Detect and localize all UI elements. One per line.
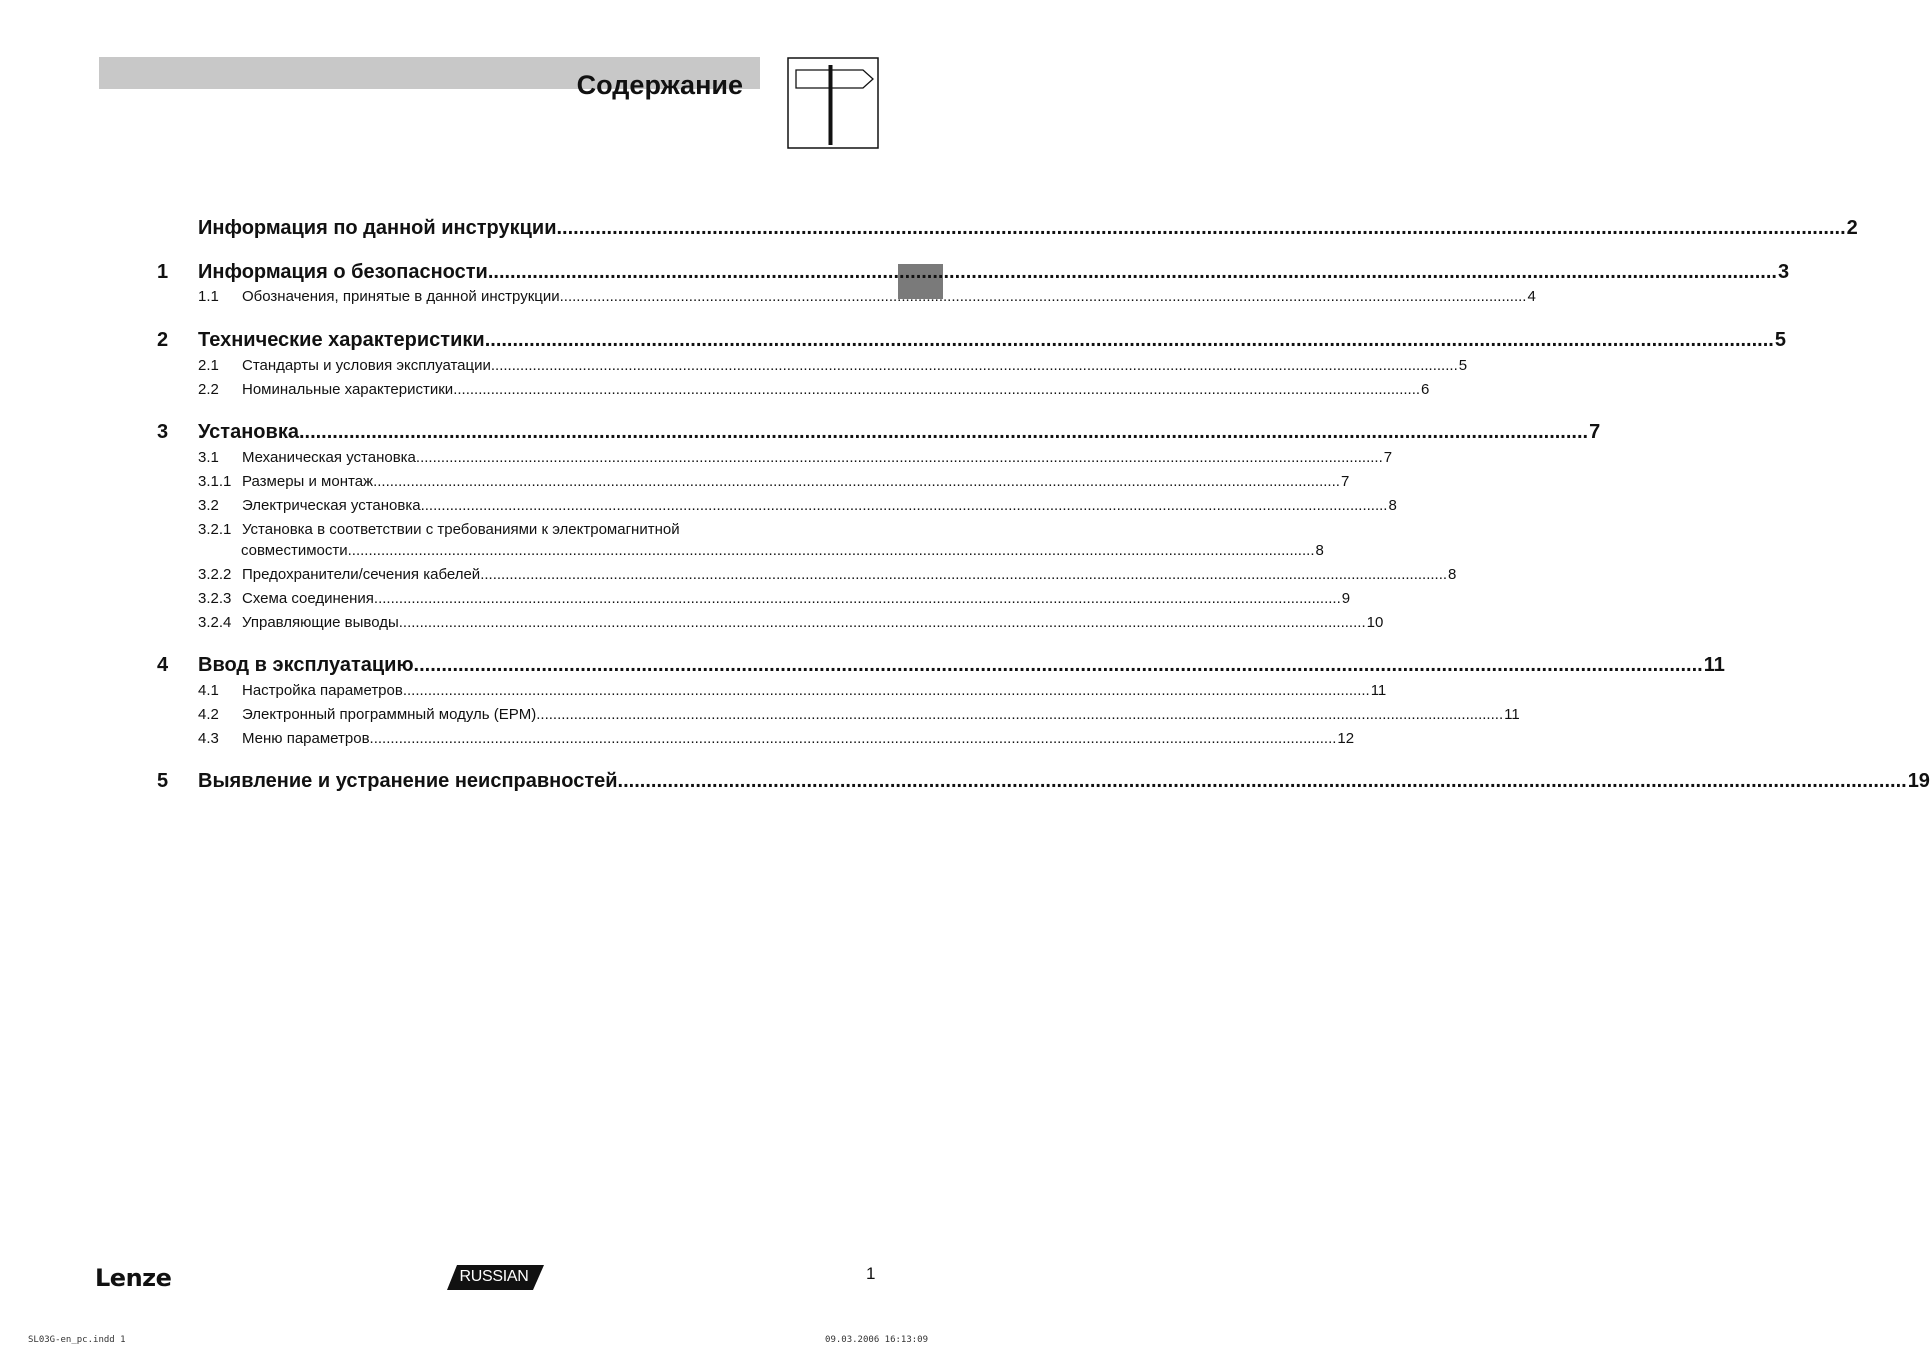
- toc-section-entry[interactable]: [157, 729, 1355, 749]
- toc-page-number: 8: [1315, 542, 1324, 559]
- toc-chapter-entry[interactable]: [157, 259, 1790, 285]
- page-number: 1: [866, 1264, 876, 1283]
- toc-chapter-entry[interactable]: [157, 215, 1858, 241]
- toc-chapter-entry[interactable]: [157, 768, 1930, 794]
- toc-page-number: 2: [1846, 217, 1858, 239]
- toc-entry-title-continuation: совместимости: [241, 542, 348, 559]
- toc-entry-title: Информация о безопасности: [198, 261, 488, 283]
- toc-entry-title: Меню параметров: [242, 730, 370, 747]
- toc-page-number: 5: [1458, 357, 1468, 374]
- toc-section-entry[interactable]: [157, 681, 1387, 701]
- toc-entry-title: Стандарты и условия эксплуатации: [242, 357, 491, 374]
- toc-dot-leader: [373, 472, 1340, 492]
- toc-page-number: 7: [1383, 449, 1393, 466]
- toc-page-number: 6: [1421, 381, 1430, 398]
- toc-page-number: 3: [1777, 261, 1790, 283]
- toc-dot-leader: [488, 259, 1777, 285]
- toc-dot-leader: [618, 768, 1907, 794]
- toc-section-entry[interactable]: [157, 565, 1457, 585]
- toc-entry-title: Электрическая установка: [242, 497, 421, 514]
- toc-dot-leader: [348, 541, 1315, 561]
- toc-entry-number: 3.2: [198, 497, 219, 514]
- toc-entry-title: Управляющие выводы: [242, 614, 399, 631]
- toc-dot-leader: [560, 287, 1527, 307]
- print-file-slug: SL03G-en_pc.indd 1: [28, 1335, 126, 1345]
- toc-chapter-entry[interactable]: [157, 419, 1601, 445]
- toc-entry-number: 1.1: [198, 288, 219, 305]
- toc-dot-leader: [416, 448, 1383, 468]
- toc-section-entry[interactable]: [157, 589, 1351, 609]
- toc-entry-number: 5: [157, 770, 169, 792]
- toc-dot-leader: [403, 681, 1370, 701]
- toc-page-number: 7: [1589, 421, 1601, 443]
- toc-entry-number: 2.2: [198, 381, 219, 398]
- language-label: RUSSIAN: [459, 1268, 529, 1285]
- toc-page-number: 19: [1907, 770, 1930, 792]
- toc-entry-number: 4: [157, 654, 169, 676]
- toc-entry-title: Настройка параметров: [242, 682, 403, 699]
- toc-entry-number: 4.3: [198, 730, 219, 747]
- toc-entry-number: 4.1: [198, 682, 219, 699]
- toc-page-number: 11: [1504, 706, 1520, 723]
- toc-section-entry[interactable]: [157, 448, 1393, 468]
- toc-entry-title: Технические характеристики: [198, 329, 485, 351]
- toc-dot-leader: [370, 729, 1337, 749]
- toc-section-entry[interactable]: [157, 356, 1468, 376]
- toc-entry-title: Номинальные характеристики: [242, 381, 454, 398]
- toc-entry-title: Ввод в эксплуатацию: [198, 654, 414, 676]
- toc-section-entry-continuation[interactable]: [241, 541, 1324, 561]
- toc-page-number: 8: [1388, 497, 1397, 514]
- toc-entry-number: 3.2.1: [198, 521, 232, 538]
- toc-section-entry[interactable]: [157, 380, 1430, 400]
- toc-dot-leader: [536, 705, 1503, 725]
- toc-section-entry[interactable]: [157, 613, 1384, 633]
- toc-dot-leader: [453, 380, 1420, 400]
- toc-entry-number: 4.2: [198, 706, 219, 723]
- toc-entry-number: 2: [157, 329, 169, 351]
- lenze-logo: Lenze: [95, 1264, 172, 1292]
- toc-dot-leader: [557, 215, 1846, 241]
- toc-entry-title: Информация по данной инструкции: [198, 217, 557, 239]
- page-title: Содержание: [576, 70, 743, 100]
- toc-entry-title: Предохранители/сечения кабелей: [242, 566, 481, 583]
- toc-entry-title: Электронный программный модуль (EPM): [242, 706, 537, 723]
- toc-dot-leader: [414, 652, 1703, 678]
- toc-section-entry[interactable]: [157, 472, 1350, 492]
- toc-entry-title: Размеры и монтаж: [242, 473, 374, 490]
- toc-chapter-entry[interactable]: [157, 327, 1786, 353]
- toc-chapter-entry[interactable]: [157, 652, 1725, 678]
- toc-entry-number: 3.1: [198, 449, 219, 466]
- toc-entry-title: Установка в соответствии с требованиями к электромагнитной: [242, 521, 680, 538]
- toc-section-entry[interactable]: [157, 705, 1520, 725]
- toc-section-entry[interactable]: [157, 520, 797, 540]
- toc-entry-number: 1: [157, 261, 169, 283]
- toc-entry-title: Схема соединения: [242, 590, 374, 607]
- toc-entry-number: 3.1.1: [198, 473, 232, 490]
- print-timestamp: 09.03.2006 16:13:09: [825, 1335, 928, 1345]
- toc-entry-number: 3.2.3: [198, 590, 232, 607]
- toc-dot-leader: [399, 613, 1366, 633]
- toc-entry-number: 3.2.4: [198, 614, 232, 631]
- toc-entry-number: 3: [157, 421, 169, 443]
- toc-page-number: 4: [1527, 288, 1536, 305]
- toc-page-number: 7: [1340, 473, 1350, 490]
- toc-entry-title: Механическая установка: [242, 449, 416, 466]
- toc-page-number: 12: [1337, 730, 1355, 747]
- toc-dot-leader: [491, 356, 1458, 376]
- toc-dot-leader: [421, 496, 1388, 516]
- toc-entry-number: 3.2.2: [198, 566, 232, 583]
- toc-dot-leader: [299, 419, 1588, 445]
- toc-page-number: 11: [1370, 682, 1387, 699]
- toc-page-number: 9: [1341, 590, 1351, 607]
- toc-page-number: 10: [1366, 614, 1384, 631]
- toc-dot-leader: [485, 327, 1774, 353]
- toc-page-number: 5: [1774, 329, 1786, 351]
- toc-dot-leader: [374, 589, 1341, 609]
- toc-entry-title: Установка: [198, 421, 299, 443]
- toc-page-number: 8: [1448, 566, 1457, 583]
- toc-section-entry[interactable]: [157, 287, 1536, 307]
- toc-dot-leader: [480, 565, 1447, 585]
- toc-entry-number: 2.1: [198, 357, 219, 374]
- language-badge: [447, 1265, 544, 1291]
- toc-section-entry[interactable]: [157, 496, 1397, 516]
- toc-entry-title: Выявление и устранение неисправностей: [198, 770, 618, 792]
- toc-entry-title: Обозначения, принятые в данной инструкции: [242, 288, 560, 305]
- toc-page-number: 11: [1703, 654, 1725, 676]
